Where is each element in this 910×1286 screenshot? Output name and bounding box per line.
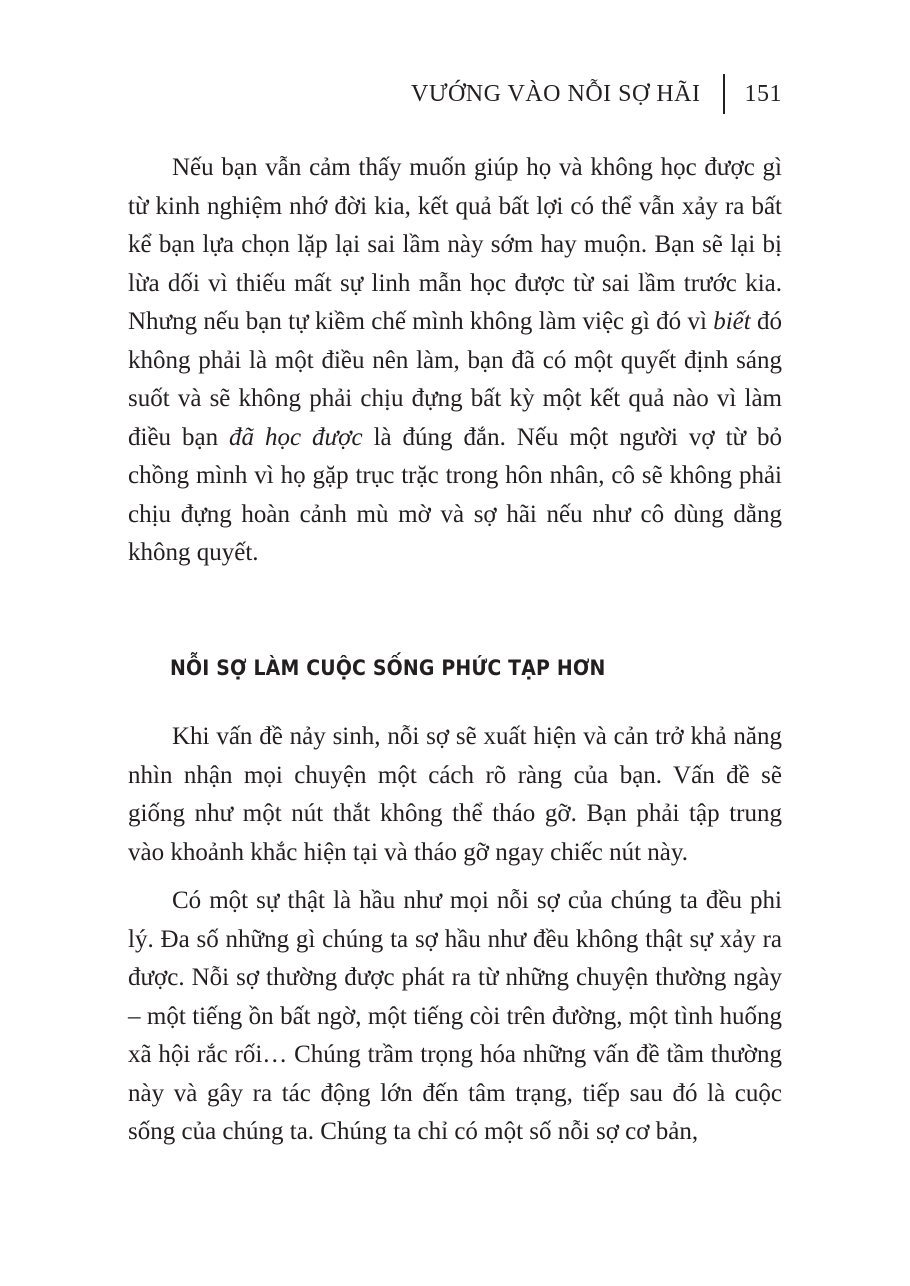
paragraph-1-part-1: Nếu bạn vẫn cảm thấy muốn giúp họ và không học được gì từ kinh nghiệm nhớ đời kia, kết quả bất lợi có thể vẫn xảy ra bất kể bạn lựa chọn lặp lại sai lầm này sớm hay muộn. Bạn sẽ lại bị lừa dối vì thiếu mất sự linh mẫn học được từ sai lầm trước kia. Nhưng nếu bạn tự kiềm chế mình không làm việc gì đó vì [128,154,782,335]
paragraph-1-part-2: đó không phải là một điều nên làm, bạn đã có một quyết định sáng suốt và sẽ không phải chịu đựng bất kỳ một kết quả nào vì làm điều bạn [128,308,782,451]
paragraph-1 [128,149,782,573]
paragraph-1-italic-1: biết [713,308,751,335]
paragraph-2: Khi vấn đề nảy sinh, nỗi sợ sẽ xuất hiện và cản trở khả năng nhìn nhận mọi chuyện một cách rõ ràng của bạn. Vấn đề sẽ giống như một nút thắt không thể tháo gỡ. Bạn phải tập trung vào khoảnh khắc hiện tại và tháo gỡ ngay chiếc nút này. [128,723,782,866]
running-head-title: VƯỚNG VÀO NỖI SỢ HÃI [410,80,701,107]
paragraph-3: Có một sự thật là hầu như mọi nỗi sợ của chúng ta đều phi lý. Đa số những gì chúng ta sợ hầu như đều không thật sự xảy ra được. Nỗi sợ thường được phát ra từ những chuyện thường ngày – một tiếng ồn bất ngờ, một tiếng còi trên đường, một tình huống xã hội rắc rối… Chúng trầm trọng hóa những vấn đề tầm thường này và gây ra tác động lớn đến tâm trạng, tiếp sau đó là cuộc sống của chúng ta. Chúng ta chỉ có một số nỗi sợ cơ bản, [128,887,782,1145]
paragraph-1-part-3: là đúng đắn. Nếu một người vợ từ bỏ chồng mình vì họ gặp trục trặc trong hôn nhân, cô sẽ không phải chịu đựng hoàn cảnh mù mờ và sợ hãi nếu như cô dùng dằng không quyết. [128,423,783,566]
paragraph-1-italic-2: đã học được [229,423,363,451]
running-head [411,74,782,114]
section-heading: NỖI SỢ LÀM CUỘC SỐNG PHỨC TẠP HƠN [170,656,606,680]
page-number: 151 [744,80,782,107]
text-block-bottom [128,718,782,1152]
text-block-top [128,149,782,573]
